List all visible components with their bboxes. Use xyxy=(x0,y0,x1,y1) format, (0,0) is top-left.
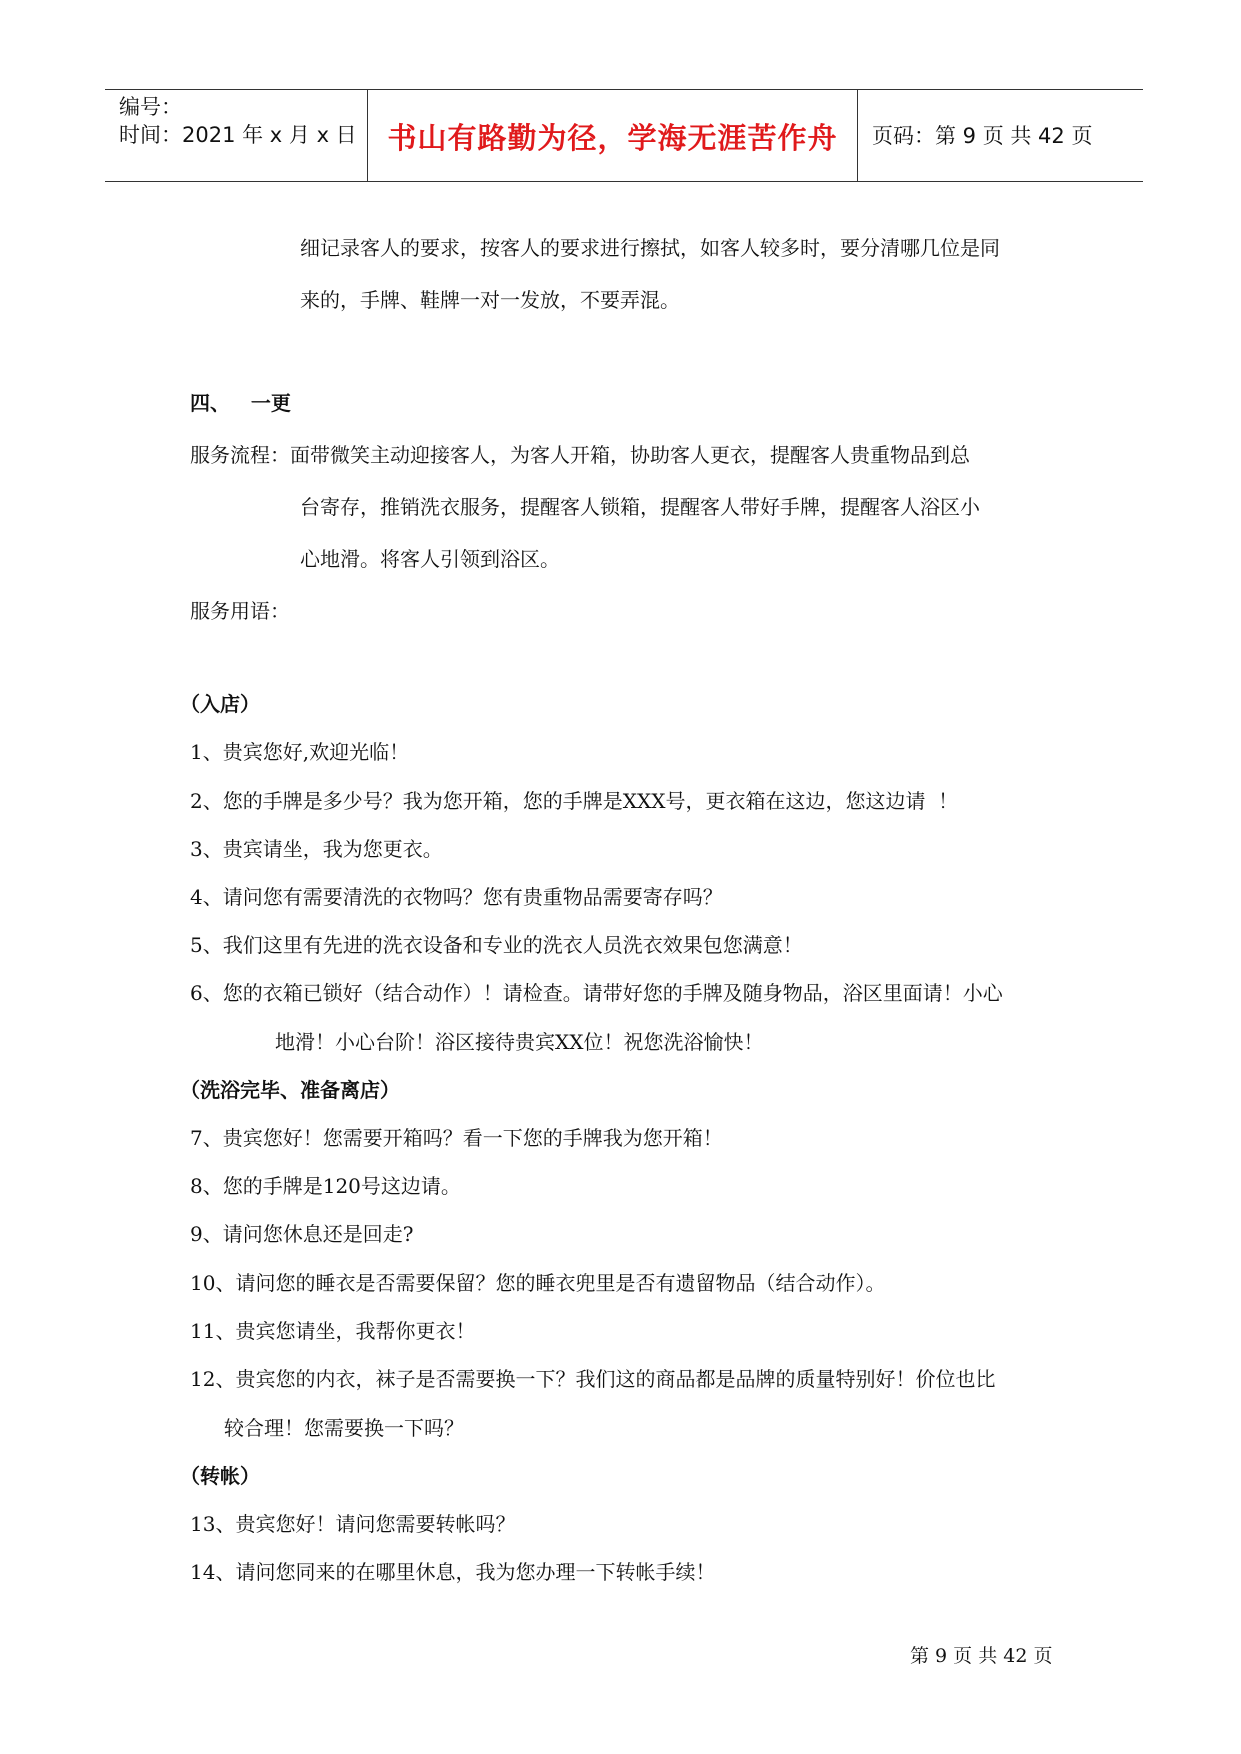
header-motto: 书山有路勤为径，学海无涯苦作舟 xyxy=(387,121,838,155)
list-item: 4、请问您有需要清洗的衣物吗？您有贵重物品需要寄存吗？ xyxy=(190,885,723,909)
subsection-heading: （转帐） xyxy=(180,1464,260,1488)
list-item: 10、请问您的睡衣是否需要保留？您的睡衣兜里是否有遗留物品（结合动作）。 xyxy=(190,1271,886,1295)
paragraph-line: 服务用语： xyxy=(190,599,290,623)
list-item: 14、请问您同来的在哪里休息，我为您办理一下转帐手续！ xyxy=(190,1560,716,1584)
paragraph-line: 台寄存，推销洗衣服务，提醒客人锁箱，提醒客人带好手牌，提醒客人浴区小 xyxy=(300,495,980,519)
list-item: 9、请问您休息还是回走? xyxy=(190,1222,414,1246)
list-item-continuation: 较合理！您需要换一下吗？ xyxy=(224,1416,464,1440)
list-item: 8、您的手牌是120号这边请。 xyxy=(190,1174,461,1198)
list-item: 13、贵宾您好！请问您需要转帐吗？ xyxy=(190,1512,516,1536)
list-item: 3、贵宾请坐，我为您更衣。 xyxy=(190,837,443,861)
list-item-continuation: 地滑！小心台阶！浴区接待贵宾XX位！祝您洗浴愉快！ xyxy=(275,1030,764,1054)
paragraph-line: 心地滑。将客人引领到浴区。 xyxy=(300,547,560,571)
doc-time-label: 时间：2021 年 x 月 x 日 xyxy=(119,123,357,147)
header-meta xyxy=(119,93,357,149)
paragraph-line: 来的，手牌、鞋牌一对一发放，不要弄混。 xyxy=(300,288,680,312)
list-item: 12、贵宾您的内衣，袜子是否需要换一下？我们这的商品都是品牌的质量特别好！价位也比 xyxy=(190,1367,996,1391)
paragraph-line: 服务流程：面带微笑主动迎接客人，为客人开箱，协助客人更衣，提醒客人贵重物品到总 xyxy=(190,443,970,467)
list-item: 7、贵宾您好！您需要开箱吗？看一下您的手牌我为您开箱！ xyxy=(190,1126,723,1150)
header-divider-right xyxy=(857,90,858,181)
header-page-label: 页码：第 9 页 共 42 页 xyxy=(872,124,1093,148)
list-item: 1、贵宾您好,欢迎光临！ xyxy=(190,740,410,764)
list-item: 11、贵宾您请坐，我帮你更衣！ xyxy=(190,1319,476,1343)
subsection-heading: （洗浴完毕、准备离店） xyxy=(180,1078,400,1102)
list-item: 2、您的手牌是多少号？我为您开箱，您的手牌是XXX号，更衣箱在这边，您这边请 ！ xyxy=(190,789,959,813)
page-header xyxy=(105,89,1143,182)
list-item: 5、我们这里有先进的洗衣设备和专业的洗衣人员洗衣效果包您满意！ xyxy=(190,933,803,957)
section-heading: 四、 一更 xyxy=(190,391,291,415)
list-item: 6、您的衣箱已锁好（结合动作）！请检查。请带好您的手牌及随身物品，浴区里面请！小心 xyxy=(190,981,1003,1005)
subsection-heading: （入店） xyxy=(180,692,260,716)
page-footer: 第 9 页 共 42 页 xyxy=(910,1645,1053,1667)
doc-number-label: 编号： xyxy=(119,95,182,119)
paragraph-line: 细记录客人的要求，按客人的要求进行擦拭，如客人较多时，要分清哪几位是同 xyxy=(300,236,1000,260)
